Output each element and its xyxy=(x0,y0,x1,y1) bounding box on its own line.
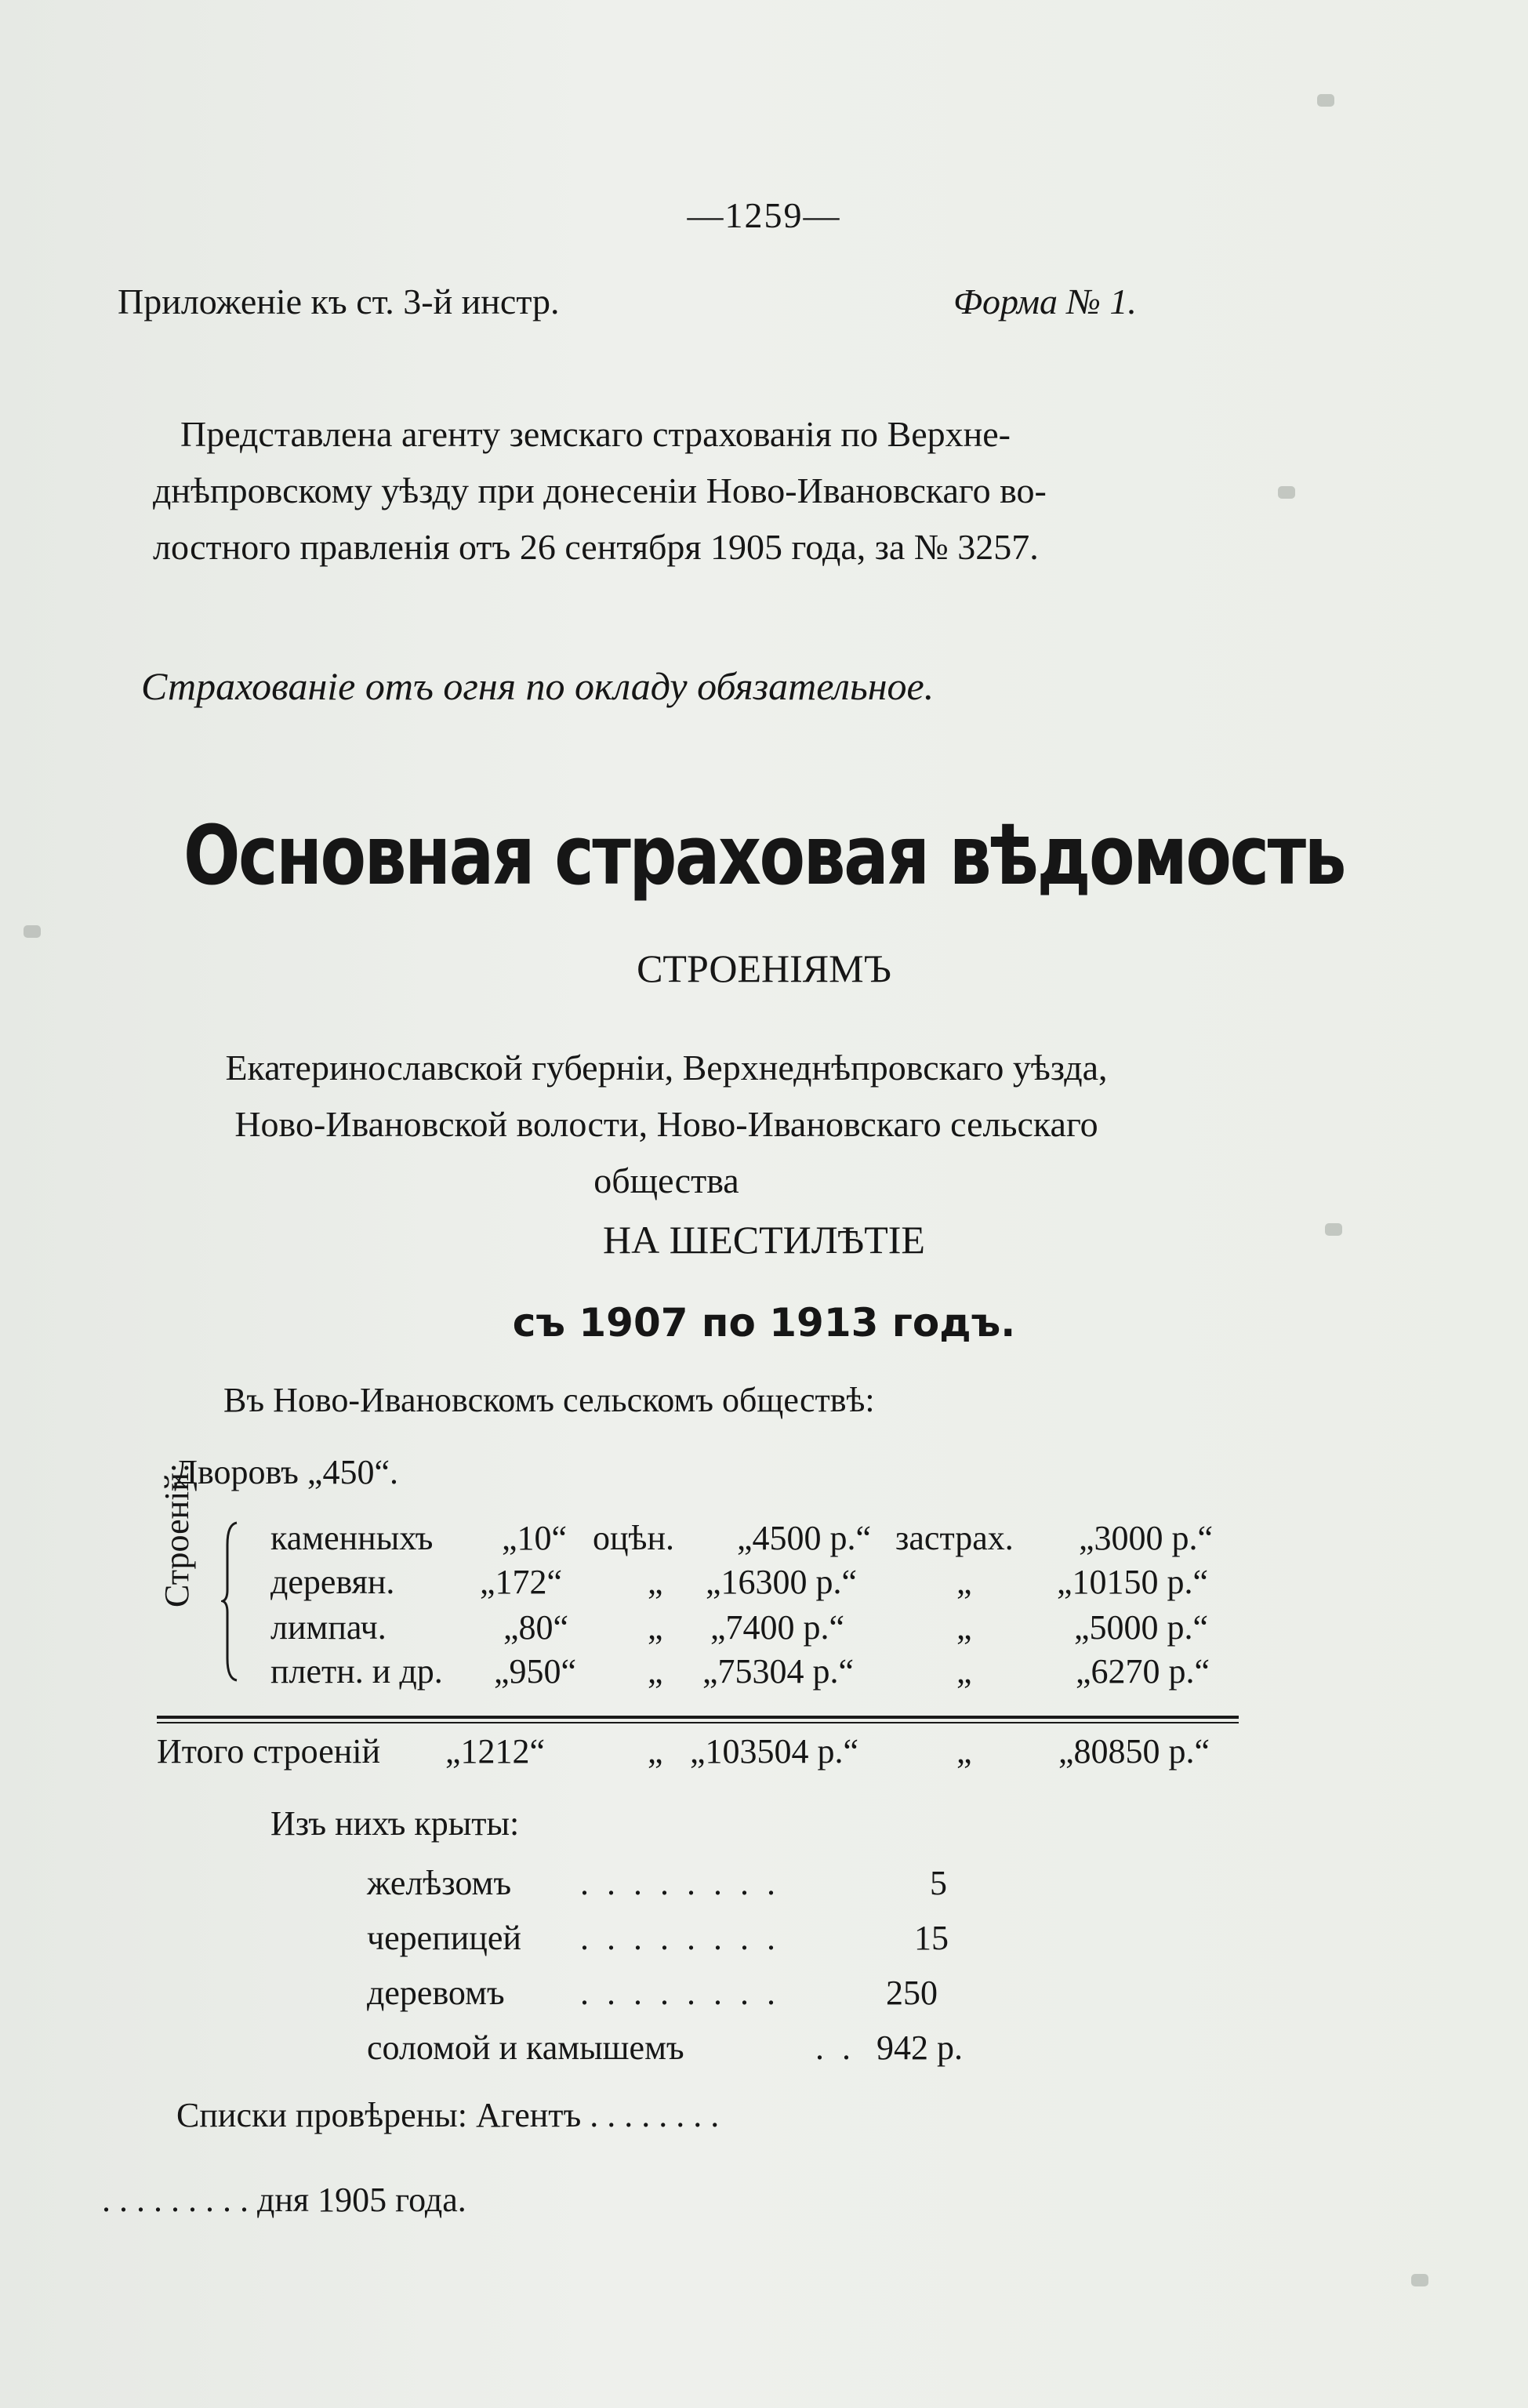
dot-leader: . . xyxy=(815,2028,855,2067)
appraised-value: „7400 р.“ xyxy=(710,1608,845,1647)
period-heading: съ 1907 по 1913 годъ. xyxy=(512,1300,1016,1346)
paper-speck xyxy=(1325,1223,1342,1236)
table-divider xyxy=(157,1716,1239,1719)
brace-icon xyxy=(221,1521,240,1682)
appraised-value: „16300 р.“ xyxy=(706,1563,858,1601)
insured-label: „ xyxy=(956,1563,972,1601)
dot-leader: . . . . . . . . xyxy=(580,1919,780,1957)
region-description xyxy=(86,1040,1247,1209)
appraised-value: „75304 р.“ xyxy=(702,1652,855,1691)
roofing-count: 15 xyxy=(914,1919,949,1957)
insurance-type: Страхованiе отъ огня по окладу обязательное. xyxy=(141,664,935,708)
roofing-material: желѣзомъ xyxy=(367,1864,512,1902)
region-line: Екатеринославской губернiи, Верхнеднѣпровскаго уѣзда, xyxy=(225,1048,1108,1088)
total-appraised: „103504 р.“ xyxy=(690,1732,859,1771)
building-kind: плетн. и др. xyxy=(270,1652,443,1691)
dot-leader: . . . . . . . . xyxy=(580,1864,780,1902)
building-kind: каменныхъ xyxy=(270,1519,434,1557)
insured-label: застрах. xyxy=(895,1519,1014,1557)
document-title: Основная страховая вѣдомость xyxy=(183,808,1345,903)
appraised-label: оцѣн. xyxy=(593,1519,674,1557)
insured-value: „6270 р.“ xyxy=(1076,1652,1210,1691)
form-number: Форма № 1. xyxy=(953,281,1137,321)
insured-value: „10150 р.“ xyxy=(1057,1563,1209,1601)
insured-value: „5000 р.“ xyxy=(1074,1608,1209,1647)
appraised-label: „ xyxy=(648,1652,663,1691)
total-label: Итого строенiй xyxy=(157,1732,381,1771)
date-line: . . . . . . . . . дня 1905 года. xyxy=(102,2181,466,2219)
buildings-label: Строенiй: xyxy=(158,1462,196,1607)
roofing-count: 942 р. xyxy=(877,2028,963,2067)
building-kind: лимпач. xyxy=(270,1608,387,1647)
appendix-reference: Приложенiе къ ст. 3-й инстр. xyxy=(118,281,560,321)
appraised-label: „ xyxy=(648,1732,663,1771)
community-line: Въ Ново-Ивановскомъ сельскомъ обществѣ: xyxy=(223,1381,875,1419)
term-heading: НА ШЕСТИЛѢТIЕ xyxy=(603,1218,925,1262)
document-subtitle: СТРОЕНIЯМЪ xyxy=(637,946,891,990)
building-count: „950“ xyxy=(494,1652,577,1691)
insured-label: „ xyxy=(956,1732,972,1771)
submission-paragraph xyxy=(153,406,1235,576)
total-count: „1212“ xyxy=(445,1732,546,1771)
page-number: —1259— xyxy=(687,195,841,235)
roofing-heading: Изъ нихъ крыты: xyxy=(270,1804,520,1843)
region-line: общества xyxy=(593,1160,739,1200)
paper-speck xyxy=(1411,2274,1428,2286)
appraised-value: „4500 р.“ xyxy=(737,1519,872,1557)
paper-speck xyxy=(1317,94,1334,107)
roofing-count: 5 xyxy=(930,1864,947,1902)
insured-label: „ xyxy=(956,1652,972,1691)
insured-label: „ xyxy=(956,1608,972,1647)
appraised-label: „ xyxy=(648,1563,663,1601)
roofing-material: деревомъ xyxy=(367,1974,505,2012)
paragraph-line: Представлена агенту земскаго страхованiя по Верхне- xyxy=(180,414,1011,454)
paragraph-line: днѣпровскому уѣзду при донесенiи Ново-Ивановскаго во- xyxy=(153,470,1047,510)
roofing-material: черепицей xyxy=(367,1919,521,1957)
building-count: „172“ xyxy=(480,1563,563,1601)
insured-value: „3000 р.“ xyxy=(1079,1519,1214,1557)
building-kind: деревян. xyxy=(270,1563,395,1601)
building-count: „80“ xyxy=(503,1608,569,1647)
dot-leader: . . . . . . . . xyxy=(580,1974,780,2012)
building-count: „10“ xyxy=(502,1519,568,1557)
yards-count: Дворовъ „450“. xyxy=(174,1453,398,1491)
total-insured: „80850 р.“ xyxy=(1058,1732,1210,1771)
table-divider xyxy=(157,1722,1239,1723)
verification-line: Списки провѣрены: Агентъ . . . . . . . . xyxy=(176,2096,720,2134)
paragraph-line: лостного правленiя отъ 26 сентября 1905 года, за № 3257. xyxy=(153,527,1039,567)
paper-speck xyxy=(24,925,41,938)
paper-speck xyxy=(1278,486,1295,499)
roofing-count: 250 xyxy=(886,1974,938,2012)
appraised-label: „ xyxy=(648,1608,663,1647)
roofing-material: соломой и камышемъ xyxy=(367,2028,684,2067)
region-line: Ново-Ивановской волости, Ново-Ивановскаго сельскаго xyxy=(234,1104,1098,1144)
